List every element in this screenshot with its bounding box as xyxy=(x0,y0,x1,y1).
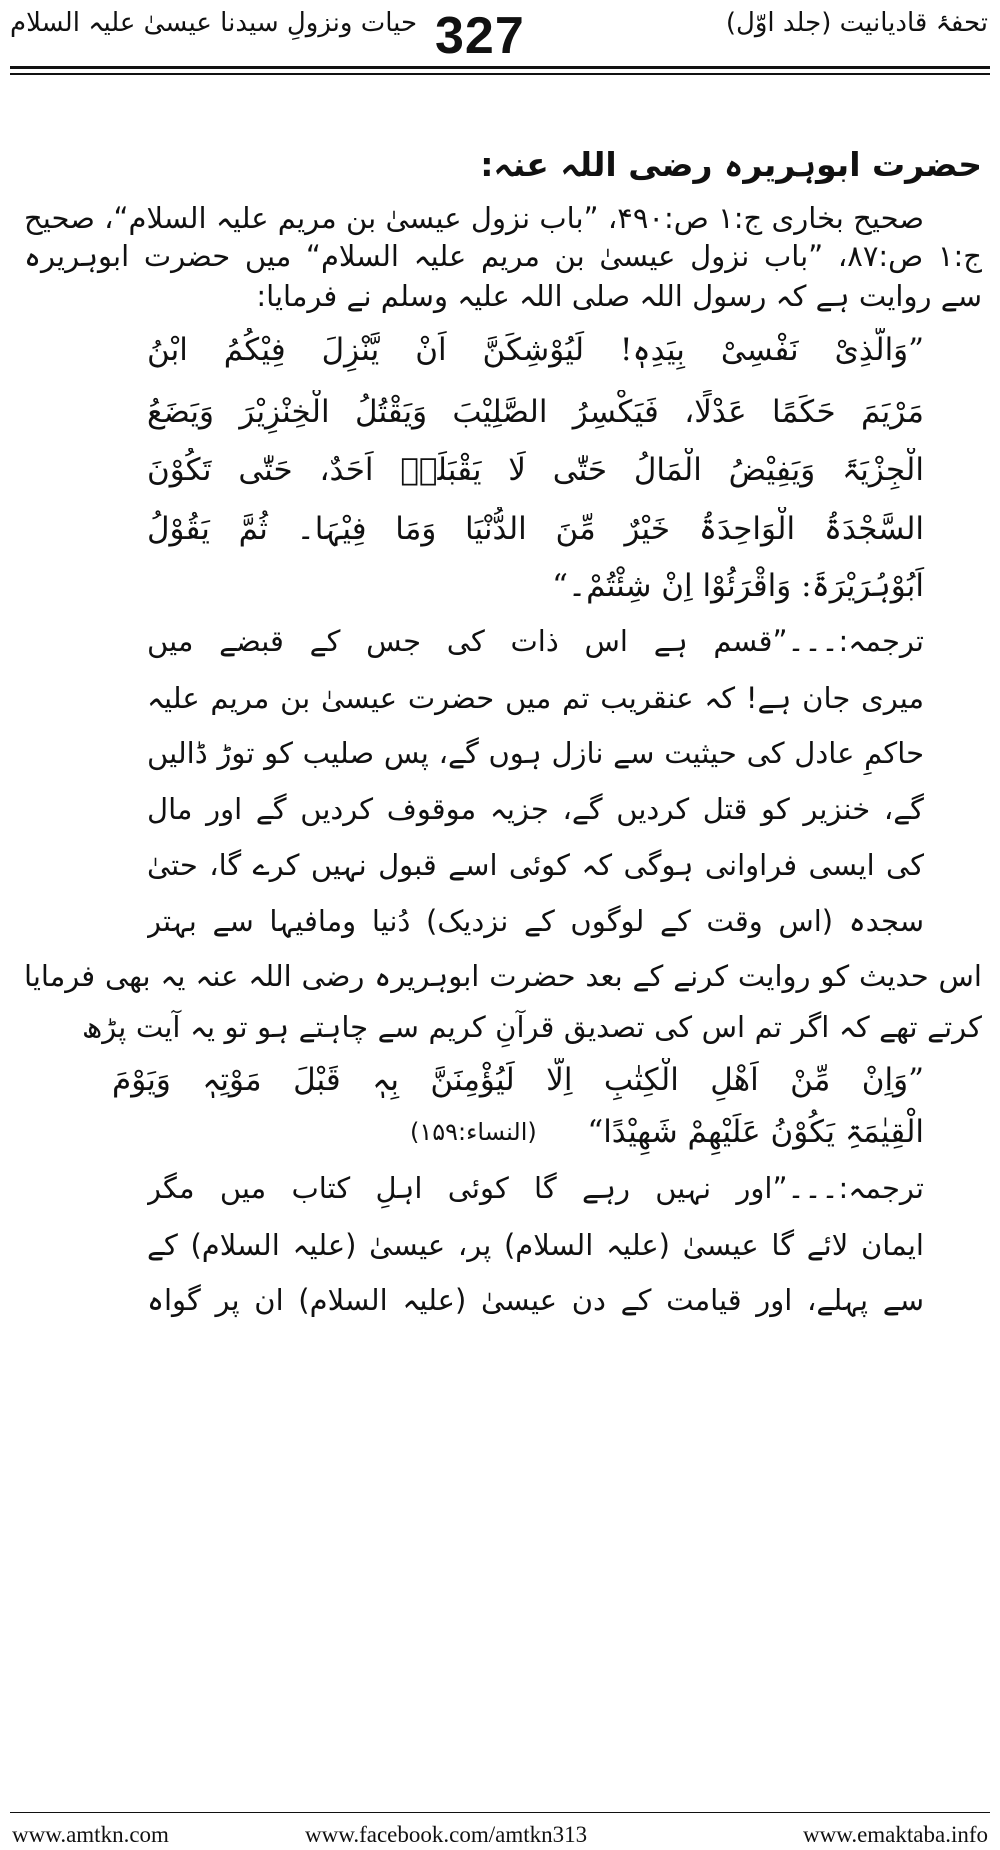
text-line: حاکمِ عادل کی حیثیت سے نازل ہوں گے، پس صلیب کو توڑ ڈالیں xyxy=(147,736,924,770)
footer-link-emaktaba[interactable]: www.emaktaba.info xyxy=(803,1822,988,1847)
arabic-line: ”وَاِنْ مِّنْ اَھْلِ الْکِتٰبِ اِلَّا لَیُؤْمِنَنَّ بِہٖ قَبْلَ مَوْتِہٖ وَیَوْمَ xyxy=(112,1062,924,1098)
text-line: ایمان لائے گا عیسیٰ (علیہ السلام) پر، عیسیٰ (علیہ السلام) کے xyxy=(147,1228,924,1262)
text-line: ترجمہ:۔۔۔”قسم ہے اس ذات کی جس کے قبضے میں xyxy=(147,624,924,658)
text-line: ترجمہ:۔۔۔”اور نہیں رہے گا کوئی اہلِ کتاب میں مگر xyxy=(147,1171,924,1205)
header-rule-bottom xyxy=(10,73,990,75)
footer-link-amtkn[interactable]: www.amtkn.com xyxy=(12,1822,169,1847)
text-line: ج:۱ ص:۸۷، ”باب نزول عیسیٰ بن مریم علیہ السلام“ میں حضرت ابوہریرہ xyxy=(24,239,982,273)
quran-citation: (النساء:۱۵۹) xyxy=(410,1118,537,1146)
arabic-line: السَّجْدَۃُ الْوَاحِدَۃُ خَیْرٌ مِّنَ الدُّنْیَا وَمَا فِیْہَا۔ ثُمَّ یَقُوْلُ xyxy=(147,511,924,547)
text-line: صحیح بخاری ج:۱ ص:۴۹۰، ”باب نزول عیسیٰ بن مریم علیہ السلام“، صحیح xyxy=(24,201,924,235)
text-line: سے پہلے، اور قیامت کے دن عیسیٰ (علیہ السلام) ان پر گواہ xyxy=(147,1283,924,1317)
page-number: 327 xyxy=(435,7,525,65)
text-line: سجدہ (اس وقت کے لوگوں کے نزدیک) دُنیا ومافیہا سے بہتر xyxy=(147,904,924,938)
text-line: کی ایسی فراوانی ہوگی کہ کوئی اسے قبول نہیں کرے گا، حتیٰ xyxy=(147,848,924,882)
section-heading: حضرت ابوہریرہ رضی اللہ عنہ: xyxy=(480,145,982,184)
arabic-line: ”وَالَّذِیْ نَفْسِیْ بِیَدِہٖ! لَیُوْشِکَنَّ اَنْ یَّنْزِلَ فِیْکُمُ ابْنُ xyxy=(147,332,924,368)
text-line: اس حدیث کو روایت کرنے کے بعد حضرت ابوہریرہ رضی اللہ عنہ یہ بھی فرمایا xyxy=(24,959,982,993)
text-line: میری جان ہے! کہ عنقریب تم میں حضرت عیسیٰ بن مریم علیہ xyxy=(147,681,924,715)
arabic-line: الْجِزْیَۃَ وَیَفِیْضُ الْمَالُ حَتّٰی لَا یَقْبَلَہٗ اَحَدٌ، حَتّٰی تَکُوْنَ xyxy=(147,452,924,488)
text-line: کرتے تھے کہ اگر تم اس کی تصدیق قرآنِ کریم سے چاہتے ہو تو یہ آیت پڑھ xyxy=(82,1010,982,1044)
book-title: تحفۂ قادیانیت (جلد اوّل) xyxy=(725,8,988,38)
footer-rule xyxy=(10,1812,990,1813)
arabic-line: الْقِیٰمَۃِ یَکُوْنُ عَلَیْھِمْ شَھِیْدًا“ xyxy=(587,1114,924,1150)
text-line: سے روایت ہے کہ رسول اللہ صلی اللہ علیہ وسلم نے فرمایا: xyxy=(256,279,982,313)
arabic-line: اَبُوْہُرَیْرَۃَ: وَاقْرَئُوْا اِنْ شِئْتُمْ۔“ xyxy=(552,568,924,604)
footer-link-facebook[interactable]: www.facebook.com/amtkn313 xyxy=(305,1822,588,1847)
chapter-title: حیات ونزولِ سیدنا عیسیٰ علیہ السلام xyxy=(10,8,418,38)
text-line: گے، خنزیر کو قتل کردیں گے، جزیہ موقوف کردیں گے اور مال xyxy=(147,792,924,826)
header-rule-top xyxy=(10,66,990,69)
arabic-line: مَرْیَمَ حَکَمًا عَدْلًا، فَیَکْسِرُ الصَّلِیْبَ وَیَقْتُلُ الْخِنْزِیْرَ وَیَضَعُ xyxy=(147,394,924,430)
